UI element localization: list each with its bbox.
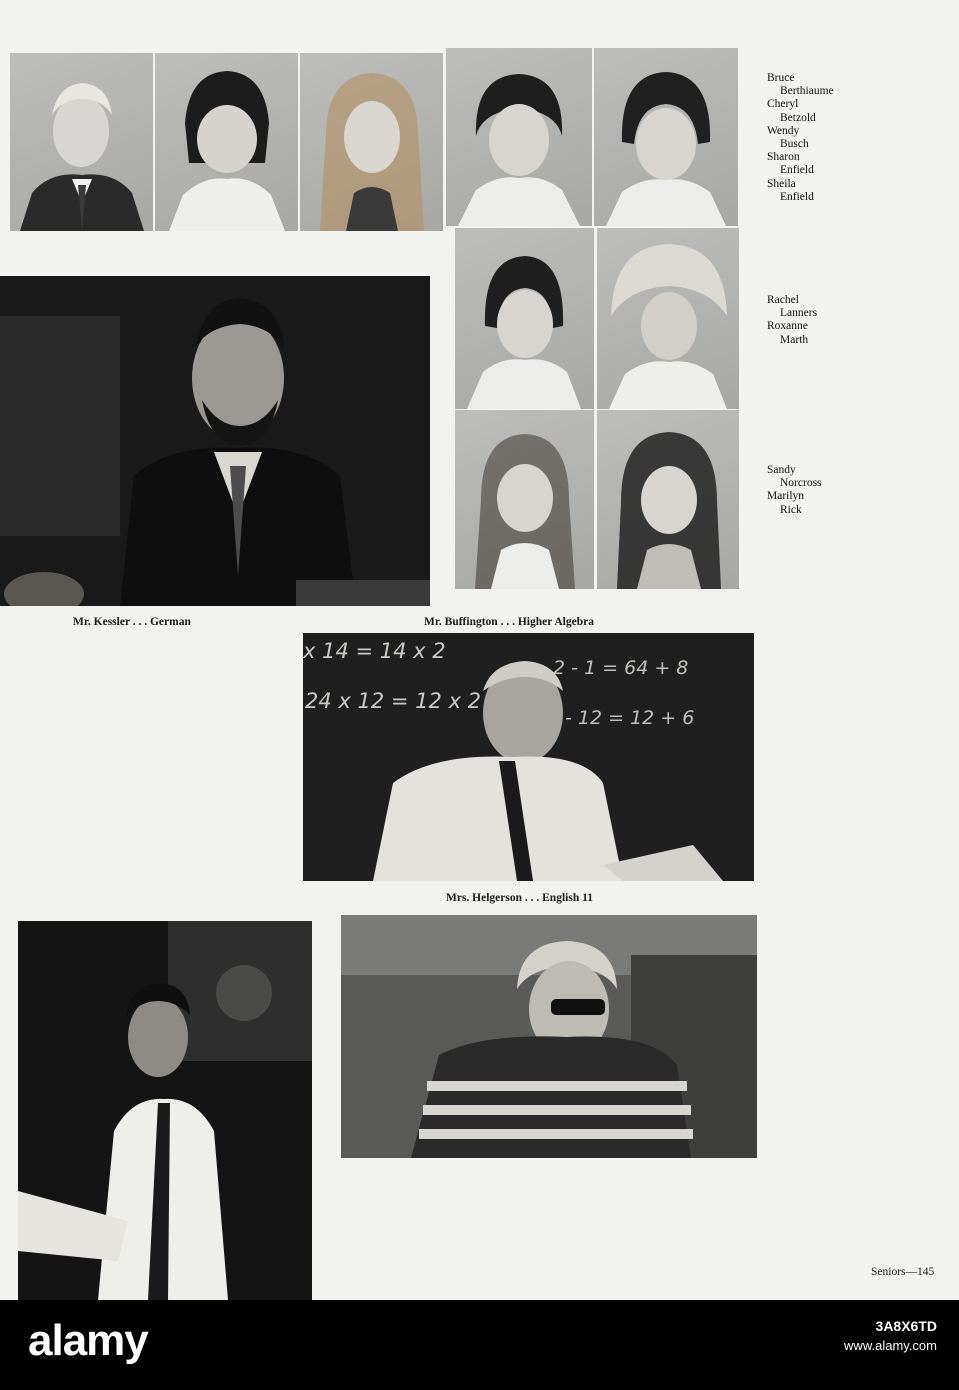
portrait-figure-icon (10, 53, 153, 231)
portrait-figure-icon (455, 228, 594, 409)
last-name: Berthiaume (780, 85, 834, 98)
portrait-rachel-lanners (455, 228, 594, 409)
names-row-2 (767, 294, 817, 347)
first-name: Bruce (767, 72, 795, 84)
portrait-figure-icon (597, 228, 739, 409)
caption-buffington: Mr. Buffington . . . Higher Algebra (424, 616, 594, 628)
first-name: Sheila (767, 177, 796, 190)
watermark-id-block (844, 1316, 937, 1356)
last-name: Lanners (780, 307, 818, 320)
photo-teacher-with-glasses (341, 915, 757, 1158)
portrait-figure-icon (455, 410, 594, 589)
caption-helgerson: Mrs. Helgerson . . . English 11 (446, 892, 593, 904)
names-row-3 (767, 464, 822, 517)
last-name: Enfield (780, 190, 814, 203)
last-name: Rick (780, 503, 802, 516)
portrait-sharon-enfield (446, 48, 592, 226)
last-name: Norcross (780, 477, 822, 490)
page-folio: Seniors—145 (871, 1266, 935, 1278)
photo-mr-kessler (0, 276, 430, 606)
portrait-cheryl-betzold (155, 53, 298, 231)
names-row-1 (767, 72, 834, 204)
portrait-sandy-norcross (455, 410, 594, 589)
portrait-figure-icon (446, 48, 592, 226)
last-name: Betzold (780, 111, 816, 124)
last-name: Busch (780, 138, 809, 151)
chalk-line-3: 2 - 1 = 64 + 8 (553, 657, 689, 679)
chalk-line-4: - 12 = 12 + 6 (565, 707, 695, 729)
chalk-line-2: 24 x 12 = 12 x 2 (305, 689, 482, 713)
first-name: Marilyn (767, 490, 805, 503)
portrait-marilyn-rick (597, 410, 739, 589)
teacher-figure-icon (0, 276, 430, 606)
first-name: Roxanne (767, 320, 808, 333)
portrait-figure-icon (594, 48, 738, 226)
first-name: Sandy (767, 464, 796, 476)
last-name: Marth (780, 333, 809, 346)
watermark-image-id: 3A8X6TD (875, 1318, 937, 1334)
portrait-figure-icon (300, 53, 443, 231)
first-name: Cheryl (767, 98, 799, 111)
watermark-url: www.alamy.com (844, 1338, 937, 1353)
teacher-figure-icon (18, 921, 312, 1300)
chalk-line-1: x 14 = 14 x 2 (303, 639, 446, 663)
photo-teacher-with-papers (18, 921, 312, 1300)
portrait-roxanne-marth (597, 228, 739, 409)
teacher-figure-icon (341, 915, 757, 1158)
portrait-sheila-enfield (594, 48, 738, 226)
watermark-bar (0, 1300, 959, 1390)
portrait-figure-icon (155, 53, 298, 231)
first-name: Rachel (767, 294, 799, 306)
portrait-figure-icon (597, 410, 739, 589)
caption-kessler: Mr. Kessler . . . German (73, 616, 191, 628)
last-name: Enfield (780, 164, 814, 177)
portrait-bruce-berthiaume (10, 53, 153, 231)
portrait-wendy-busch (300, 53, 443, 231)
first-name: Wendy (767, 124, 800, 137)
watermark-logo: alamy (28, 1316, 148, 1365)
first-name: Sharon (767, 151, 800, 164)
photo-mr-buffington (303, 633, 754, 881)
